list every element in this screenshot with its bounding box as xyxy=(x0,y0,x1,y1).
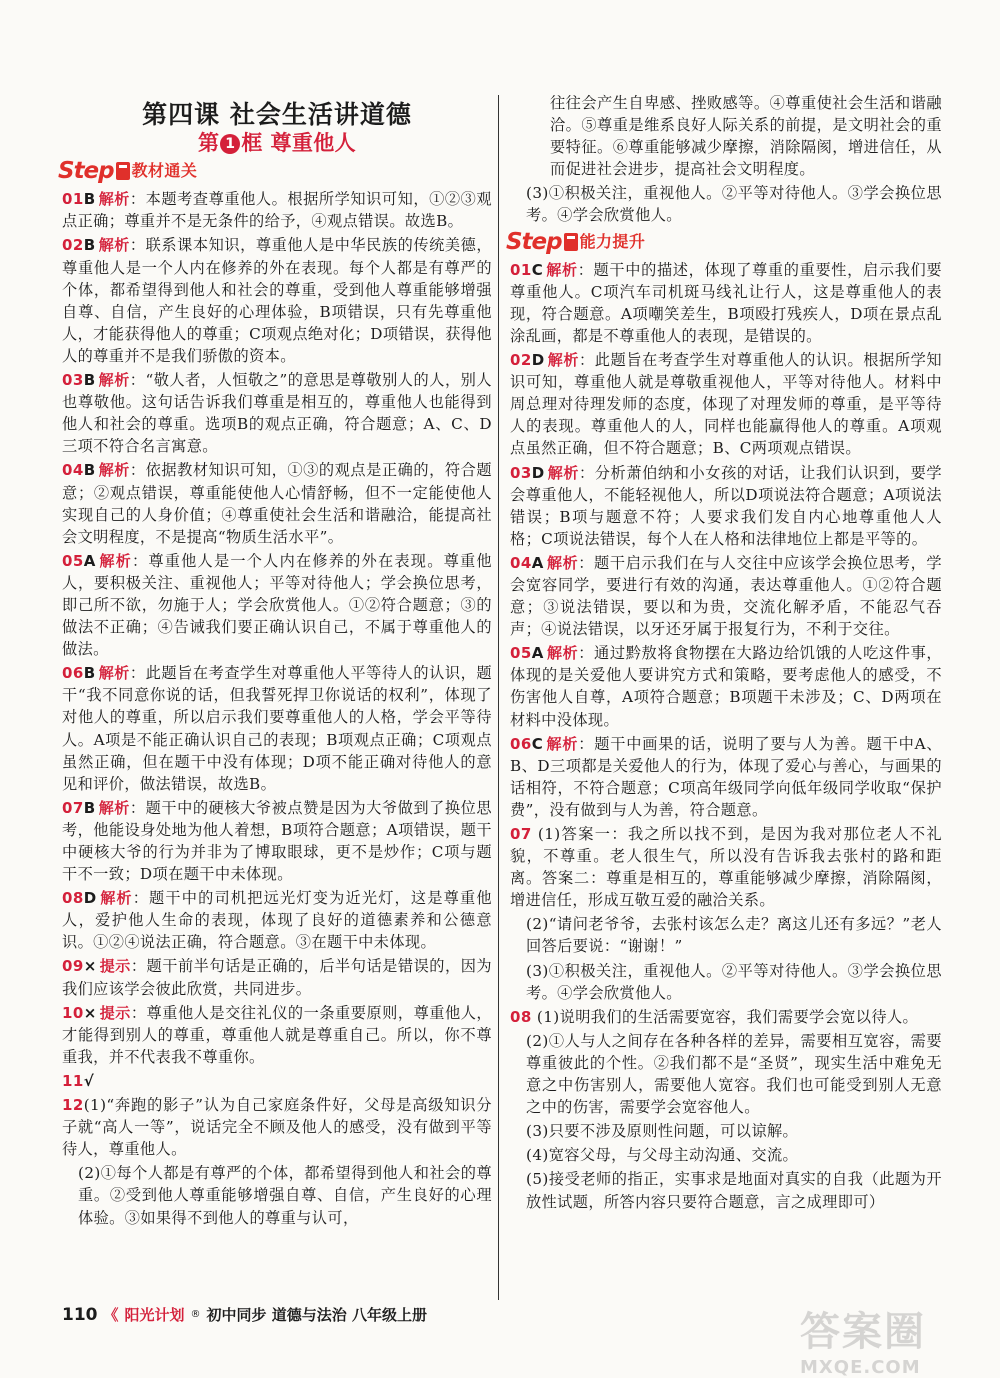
book-title: 初中同步 道德与法治 八年级上册 xyxy=(206,1306,427,1324)
answer-05 xyxy=(62,550,492,660)
analysis-tag: 解析 xyxy=(98,190,130,209)
question-number: 05 xyxy=(62,551,84,570)
question-number: 08 xyxy=(510,1007,532,1026)
answer-07-part3: (3)①积极关注，重视他人。②平等对待他人。③学会换位思考。④学会欣赏他人。 xyxy=(526,961,942,1002)
double-arrow-icon: 《 xyxy=(103,1306,119,1324)
page-footer xyxy=(62,1304,427,1325)
answer-text: ：题干中的硬核大爷被点赞是因为大爷做到了换位思考，他能设身处地为他人着想，B项符合题意；A项错误，题干中硬核大爷的行为并非为了博取眼球，更不是炒作；C项与题干不一致；D项在题干中未体现。 xyxy=(62,798,492,884)
question-number: 07 xyxy=(62,798,84,817)
answer-letter: × xyxy=(83,1003,97,1022)
analysis-tag: 解析 xyxy=(546,553,579,572)
answer-11 xyxy=(62,1070,492,1092)
answer-07-part2: (2)“请问老爷爷，去张村该怎么走？离这儿还有多远？”老人回答后要说：“谢谢！” xyxy=(526,915,942,956)
question-number: 01 xyxy=(510,260,532,279)
answer-12-continuation xyxy=(510,92,942,227)
answer-04 xyxy=(510,552,942,640)
answer-text: ：题干前半句话是正确的，后半句话是错误的，因为我们应该学会彼此欣赏，共同进步。 xyxy=(62,957,492,998)
question-number: 05 xyxy=(510,644,532,663)
answer-08-part4: (4)宽容父母，与父母主动沟通、交流。 xyxy=(526,1146,799,1165)
step-header-textbook xyxy=(58,158,492,185)
step-number-icon xyxy=(564,233,578,251)
question-number: 01 xyxy=(62,190,84,209)
answer-letter: A xyxy=(531,553,544,572)
answer-text: ：此题旨在考查学生对尊重他人平等待人的认识，题干“我不同意你说的话，但我誓死捍卫你说话的权利”，体现了对他人的尊重，所以启示我们要尊重他人的人格，学会平等待人。A项是不能正确认识自己的表现；B项观点正确；C项观点虽然正确，但在题干中没有体现；D项不能正确对待他人的意见和评价，做法错误，故选B。 xyxy=(62,664,492,793)
analysis-tag: 解析 xyxy=(99,889,133,908)
analysis-tag: 解析 xyxy=(98,798,130,817)
analysis-tag: 解析 xyxy=(546,734,579,753)
answer-text: ：尊重他人是交往礼仪的一条重要原则，尊重他人，才能得到别人的尊重，尊重他人就是尊重自己。所以，你不尊重我，并不代表我不尊重你。 xyxy=(62,1003,492,1066)
answer-12-part2: (2)①每个人都是有尊严的个体，都希望得到他人和社会的尊重。②受到他人尊重能够增强自尊、自信，产生良好的心理体验。③如果得不到他人的尊重与认可， xyxy=(78,1164,492,1227)
answer-letter: D xyxy=(531,351,545,370)
watermark-url: MXQE.COM xyxy=(800,1357,921,1378)
analysis-tag: 解析 xyxy=(98,551,132,570)
question-number: 03 xyxy=(62,371,84,390)
answer-12-line: (3)①积极关注，重视他人。②平等对待他人。③学会换位思考。④学会欣赏他人。 xyxy=(526,184,942,225)
step-word: Step xyxy=(506,228,562,255)
answer-letter: B xyxy=(83,371,96,390)
question-number: 04 xyxy=(62,461,84,480)
brand-name: 阳光计划 xyxy=(124,1306,185,1324)
answer-02 xyxy=(62,234,492,367)
answer-text: ：分析萧伯纳和小女孩的对话，让我们认识到，要学会尊重他人，不能轻视他人，所以D项说法符合题意；A项说法错误；B项与题意不符；人要求我们发自内心地尊重他人人格；C项说法错误，每个人在人格和法律地位上都是平等的。 xyxy=(510,463,942,548)
left-answer-list xyxy=(62,188,492,1160)
answer-text: ：联系课本知识，尊重他人是中华民族的传统美德，尊重他人是一个人内在修养的外在表现。每个人都是有尊严的个体，都希望得到他人和社会的尊重，受到他人尊重能够增强自尊、自信，产生良好的心理体验，B项错误，只有先尊重他人，才能获得他人的尊重；C项观点绝对化；D项错误，获得他人的尊重并不是我们骄傲的资本。 xyxy=(62,236,492,365)
left-column xyxy=(58,92,492,1231)
analysis-tag: 解析 xyxy=(547,351,579,370)
step-number-icon xyxy=(116,162,130,180)
step-word: Step xyxy=(58,158,114,185)
answer-08-part5: (5)接受老师的指正，实事求是地面对真实的自我（此题为开放性试题，所答内容只要符合题意，言之成理即可） xyxy=(526,1170,942,1211)
answer-text: ：“敬人者，人恒敬之”的意思是尊敬别人的人，别人也尊敬他。这句话告诉我们尊重是相互的，尊重他人也能得到他人和社会的尊重。选项B的观点正确，符合题意；A、C、D三项不符合名言寓意。 xyxy=(62,371,492,456)
answer-07 xyxy=(62,797,492,885)
answer-06 xyxy=(510,733,942,821)
question-number: 10 xyxy=(62,1003,84,1022)
question-number: 12 xyxy=(62,1096,84,1115)
watermark-logo xyxy=(800,1300,980,1378)
answer-letter: B xyxy=(83,190,96,209)
answer-letter: × xyxy=(83,957,97,976)
frame-title xyxy=(62,132,492,154)
answer-letter: D xyxy=(531,463,545,482)
answer-text: ：依据教材知识可知，①③的观点是正确的，符合题意；②观点错误，尊重能使他人心情舒畅，但不一定能使他人实现自己的人身价值；④尊重使社会生活和谐融洽，能提高社会文明程度，不是提高“物质生活水平”。 xyxy=(62,461,492,546)
watermark-text: 答案圈 xyxy=(800,1309,926,1355)
answer-text: ：题干启示我们在与人交往中应该学会换位思考，学会宽容同学，要进行有效的沟通，表达尊重他人。①②符合题意；③说法错误，要以和为贵，交流化解矛盾，不能忍气吞声；④说法错误，以牙还牙属于报复行为，不利于交往。 xyxy=(510,553,942,639)
answer-07 xyxy=(510,823,942,911)
question-number: 08 xyxy=(62,889,84,908)
question-number: 03 xyxy=(510,463,532,482)
answer-12 xyxy=(62,1094,492,1160)
answer-03 xyxy=(510,462,942,550)
question-number: 09 xyxy=(62,957,84,976)
answer-text: (1)“奔跑的影子”认为自己家庭条件好，父母是高级知识分子就“高人一等”，说话完全不顾及他人的感受，没有做到平等待人，尊重他人。 xyxy=(62,1096,492,1159)
question-number: 11 xyxy=(62,1071,84,1090)
answer-09 xyxy=(62,955,492,999)
answer-08-part2: (2)①人与人之间存在各种各样的差异，需要相互宽容，需要尊重彼此的个性。②我们都不是“圣贤”，现实生活中难免无意之中伤害别人，需要他人宽容。我们也可能受到别人无意之中的伤害，需要学会宽容他人。 xyxy=(526,1031,942,1117)
answer-letter: B xyxy=(83,461,96,480)
analysis-tag: 解析 xyxy=(98,371,130,390)
answer-letter: B xyxy=(83,664,96,683)
question-number: 06 xyxy=(510,734,532,753)
answer-08 xyxy=(62,887,492,953)
answer-letter: D xyxy=(83,889,97,908)
answer-02 xyxy=(510,349,942,459)
answer-01 xyxy=(62,188,492,232)
step-header-ability xyxy=(506,228,942,255)
answer-08 xyxy=(510,1006,942,1028)
answer-01 xyxy=(510,259,942,347)
answer-letter: A xyxy=(531,644,544,663)
analysis-tag: 解析 xyxy=(98,461,130,480)
answer-12-line: 往往会产生自卑感、挫败感等。④尊重使社会生活和谐融洽。⑤尊重是维系良好人际关系的前提，是文明社会的重要特征。⑥尊重能够减少摩擦，消除隔阂，增进信任，从而促进社会进步，提高社会文明程度。 xyxy=(550,94,942,179)
answer-07-part1: (1)答案一：我之所以找不到，是因为我对那位老人不礼貌，不尊重。老人很生气，所以没有告诉我去张村的路和距离。答案二：尊重是相互的，尊重能够减少摩擦，消除隔阂，增进信任，形成互敬互爱的融洽关系。 xyxy=(510,825,942,910)
frame-suffix: 框 尊重他人 xyxy=(241,131,357,156)
answer-text: ：此题旨在考查学生对尊重他人的认识。根据所学知识可知，尊重他人就是尊敬重视他人，平等对待他人。材料中周总理对待理发师的态度，体现了对理发师的尊重，是平等待人的表现。尊重他人的人，同样也能赢得他人的尊重。A项观点虽然正确，但不符合题意；B、C两项观点错误。 xyxy=(510,351,942,458)
answer-text: ：通过黔敖将食物摆在大路边给饥饿的人吃这件事，体现的是关爱他人要讲究方式和策略，要考虑他人的感受，不伤害他人自尊，A项符合题意；B项题干未涉及；C、D两项在材料中没体现。 xyxy=(510,644,942,729)
answer-text: ：本题考查尊重他人。根据所学知识可知，①②③观点正确；尊重并不是无条件的给予，④观点错误。故选B。 xyxy=(62,190,492,231)
analysis-tag: 解析 xyxy=(547,463,579,482)
analysis-tag: 解析 xyxy=(546,260,578,279)
right-column xyxy=(506,92,942,1215)
answer-08-part3: (3)只要不涉及原则性问题，可以谅解。 xyxy=(526,1122,799,1141)
analysis-tag: 提示 xyxy=(99,1003,131,1022)
question-number: 06 xyxy=(62,664,84,683)
registered-mark: ® xyxy=(190,1309,201,1320)
answer-text: ：题干中的描述，体现了尊重的重要性，启示我们要尊重他人。C项汽车司机斑马线礼让行人，这是尊重他人的表现，符合题意。A项嘲笑差生，B项殴打残疾人，D项在景点乱涂乱画，都是不尊重他人的表现，是错误的。 xyxy=(510,260,942,345)
page-number: 110 xyxy=(62,1304,98,1325)
answer-05 xyxy=(510,642,942,730)
answer-letter: A xyxy=(83,551,96,570)
analysis-tag: 解析 xyxy=(98,236,130,255)
analysis-tag: 解析 xyxy=(98,664,130,683)
right-answer-list xyxy=(510,259,942,821)
answer-10 xyxy=(62,1002,492,1068)
step-name: 教材通关 xyxy=(131,161,198,181)
question-number: 02 xyxy=(510,351,532,370)
frame-number-badge: 1 xyxy=(220,134,240,154)
analysis-tag: 提示 xyxy=(99,957,131,976)
answer-text: ：题干中画果的话，说明了要与人为善。题干中A、B、D三项都是关爱他人的行为，体现了爱心与善心，与画果的话相符，不符合题意；C项高年级同学向低年级同学收取“保护费”，没有做到与人为善，符合题意。 xyxy=(510,734,942,819)
question-number: 07 xyxy=(510,825,532,843)
answer-letter: B xyxy=(83,798,96,817)
answer-letter: B xyxy=(83,236,96,255)
answer-text: ：题干中的司机把远光灯变为近光灯，这是尊重他人，爱护他人生命的表现，体现了良好的道德素养和公德意识。①②④说法正确，符合题意。③在题干中未体现。 xyxy=(62,889,492,952)
answer-06 xyxy=(62,662,492,795)
frame-prefix: 第 xyxy=(197,131,220,156)
answer-text: ：尊重他人是一个人内在修养的外在表现。尊重他人，要积极关注、重视他人；平等对待他人；学会换位思考，即己所不欲，勿施于人；学会欣赏他人。①②符合题意；③的做法不正确；④告诫我们要正确认识自己，不属于尊重他人的做法。 xyxy=(62,551,492,659)
answer-08-part1: (1)说明我们的生活需要宽容，我们需要学会宽以待人。 xyxy=(536,1007,919,1026)
answer-letter: √ xyxy=(83,1071,95,1090)
answer-03 xyxy=(62,369,492,457)
column-divider xyxy=(498,95,499,1300)
question-number: 04 xyxy=(510,553,532,572)
step-name: 能力提升 xyxy=(579,231,646,251)
lesson-title: 第四课 社会生活讲道德 xyxy=(142,100,412,129)
answer-letter: C xyxy=(531,734,544,753)
answer-04 xyxy=(62,459,492,547)
question-number: 02 xyxy=(62,236,84,255)
analysis-tag: 解析 xyxy=(546,644,579,663)
answer-letter: C xyxy=(531,260,544,279)
